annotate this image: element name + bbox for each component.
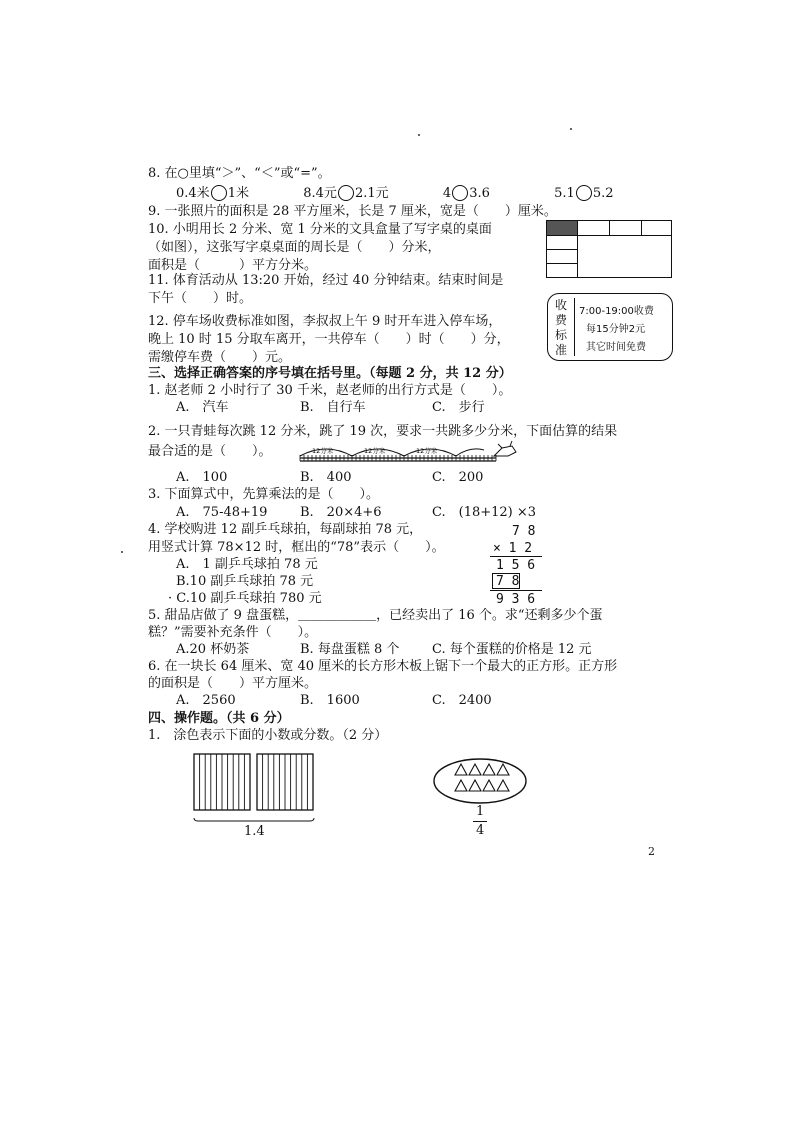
vertical-calc-line: × 1 2 bbox=[493, 541, 533, 556]
s3-q6-line2: 的面积是（ ）平方厘米。 bbox=[148, 676, 318, 691]
s4-q1-text: 1. 涂色表示下面的小数或分数。（2 分） bbox=[148, 728, 388, 743]
q8-c4-left: 5.1 bbox=[554, 186, 575, 201]
compare-circle[interactable] bbox=[576, 185, 592, 201]
s3-q6-option-c: C. 2400 bbox=[432, 693, 492, 708]
s3-q4-line1: 4. 学校购进 12 副乒乓球拍，每副球拍 78 元， bbox=[148, 522, 423, 537]
q9-text: 9. 一张照片的面积是 28 平方厘米，长是 7 厘米，宽是（ ）厘米。 bbox=[148, 204, 557, 219]
q12-line3: 需缴停车费（ ）元。 bbox=[148, 350, 292, 365]
jump-label: 12分米 bbox=[364, 447, 386, 455]
fee-rule-time: 7:00-19:00收费 bbox=[579, 306, 654, 317]
vertical-calc-line: 7 8 bbox=[512, 524, 536, 539]
compare-circle[interactable] bbox=[452, 185, 468, 201]
s3-q2-option-a: A. 100 bbox=[176, 470, 228, 485]
decimal-label: 1.4 bbox=[244, 824, 265, 839]
fee-rule-rate: 每15分钟2元 bbox=[586, 324, 646, 335]
q10-line2: （如图），这张写字桌桌面的周长是（ ）分米， bbox=[148, 240, 441, 255]
s3-q5-option-b: B. 每盘蛋糕 8 个 bbox=[300, 642, 400, 657]
s3-q4-option-b: B.10 副乒乓球拍 78 元 bbox=[176, 574, 314, 589]
q10-line1: 10. 小明用长 2 分米、宽 1 分米的文具盒量了写字桌的桌面 bbox=[148, 222, 492, 237]
s3-q5-line1: 5. 甜品店做了 9 盘蛋糕，＿＿＿＿＿＿，已经卖出了 16 个。求“还剩多少个蛋 bbox=[148, 608, 603, 623]
decimal-squares-figure bbox=[190, 752, 320, 832]
q8-c2-right: 2.1元 bbox=[354, 186, 389, 201]
s3-q1-option-b: B. 自行车 bbox=[300, 400, 366, 415]
s3-q2-option-c: C. 200 bbox=[432, 470, 484, 485]
s3-q1-option-c: C. 步行 bbox=[432, 400, 485, 415]
scan-speck bbox=[121, 551, 123, 553]
compare-circle[interactable] bbox=[338, 185, 354, 201]
s3-q2-line1: 2. 一只青蛙每次跳 12 分米，跳了 19 次，要求一共跳多少分米，下面估算的结果 bbox=[148, 424, 618, 439]
q11-line2: 下午（ ）时。 bbox=[148, 291, 253, 306]
s3-q5-option-a: A.20 杯奶茶 bbox=[176, 642, 250, 657]
vertical-calc-line: 7 8 bbox=[496, 574, 520, 589]
fraction-denominator: 4 bbox=[476, 823, 485, 838]
q8-c1-left: 0.4米 bbox=[176, 186, 210, 201]
s3-q3-option-a: A. 75-48+19 bbox=[176, 505, 268, 520]
s3-q5-option-c: C. 每个蛋糕的价格是 12 元 bbox=[432, 642, 592, 657]
section3-title: 三、选择正确答案的序号填在括号里。（每题 2 分，共 12 分） bbox=[148, 366, 512, 381]
jump-label: 12分米 bbox=[312, 447, 334, 455]
s3-q3-option-c: C. (18+12) ×3 bbox=[432, 505, 537, 520]
s3-q6-line1: 6. 在一块长 64 厘米、宽 40 厘米的长方形木板上锯下一个最大的正方形。正方形 bbox=[148, 659, 618, 674]
desk-grid-figure bbox=[546, 220, 672, 278]
s3-q3-text: 3. 下面算式中，先算乘法的是（ ）。 bbox=[148, 487, 380, 502]
q12-line2: 晚上 10 时 15 分取车离开，一共停车（ ）时（ ）分， bbox=[148, 332, 510, 347]
q12-line1: 12. 停车场收费标准如图，李叔叔上午 9 时开车进入停车场， bbox=[148, 314, 502, 329]
frog-jump-ruler bbox=[298, 436, 520, 464]
q8-c4-right: 5.2 bbox=[592, 186, 614, 201]
s3-q4-option-a: A. 1 副乒乓球拍 78 元 bbox=[176, 557, 318, 572]
q8-title: 8. 在○里填“＞”、“＜”或“=”。 bbox=[148, 166, 331, 181]
q8-compare-row bbox=[176, 185, 614, 202]
fraction-numerator: 1 bbox=[476, 804, 485, 819]
s3-q6-option-a: A. 2560 bbox=[176, 693, 236, 708]
q11-line1: 11. 体育活动从 13:20 开始，经过 40 分钟结束。结束时间是 bbox=[148, 273, 504, 288]
fee-char: 准 bbox=[555, 343, 568, 357]
s3-q2-line2: 最合适的是（ ）。 bbox=[148, 444, 272, 459]
section4-title: 四、操作题。（共 6 分） bbox=[148, 711, 290, 726]
vertical-calc-line: 1 5 6 bbox=[496, 558, 536, 573]
page-number: 2 bbox=[648, 845, 655, 858]
fee-char: 收 bbox=[555, 298, 568, 312]
fee-char: 标 bbox=[555, 328, 568, 342]
fee-rule-free: 其它时间免费 bbox=[586, 342, 646, 353]
s3-q5-line2: 糕？”需要补充条件（ ）。 bbox=[148, 625, 318, 640]
q8-c1-right: 1米 bbox=[227, 186, 249, 201]
s3-q2-option-b: B. 400 bbox=[300, 470, 352, 485]
q8-c3-right: 3.6 bbox=[469, 186, 490, 201]
s3-q4-line2: 用竖式计算 78×12 时，框出的“78”表示（ ）。 bbox=[148, 540, 445, 555]
compare-circle[interactable] bbox=[211, 185, 227, 201]
fraction-oval-figure bbox=[430, 756, 530, 806]
parking-fee-sign bbox=[547, 293, 673, 361]
scan-speck bbox=[570, 128, 572, 130]
s3-q1-option-a: A. 汽车 bbox=[176, 400, 229, 415]
s3-q1-text: 1. 赵老师 2 小时行了 30 千米，赵老师的出行方式是（ ）。 bbox=[148, 383, 512, 398]
fee-char: 费 bbox=[555, 313, 568, 327]
s3-q3-option-b: B. 20×4+6 bbox=[300, 505, 382, 520]
vertical-calc-line: 9 3 6 bbox=[496, 592, 536, 607]
frog-icon bbox=[494, 441, 516, 456]
shaded-pencil-box bbox=[547, 221, 577, 235]
q10-line3: 面积是（ ）平方分米。 bbox=[148, 258, 318, 273]
s3-q6-option-b: B. 1600 bbox=[300, 693, 360, 708]
q8-c3-left: 4 bbox=[442, 186, 452, 201]
jump-label: 12分米 bbox=[416, 447, 438, 455]
scan-speck bbox=[418, 134, 420, 136]
q8-c2-left: 8.4元 bbox=[303, 186, 337, 201]
s3-q4-option-c: · C.10 副乒乓球拍 780 元 bbox=[168, 591, 322, 606]
